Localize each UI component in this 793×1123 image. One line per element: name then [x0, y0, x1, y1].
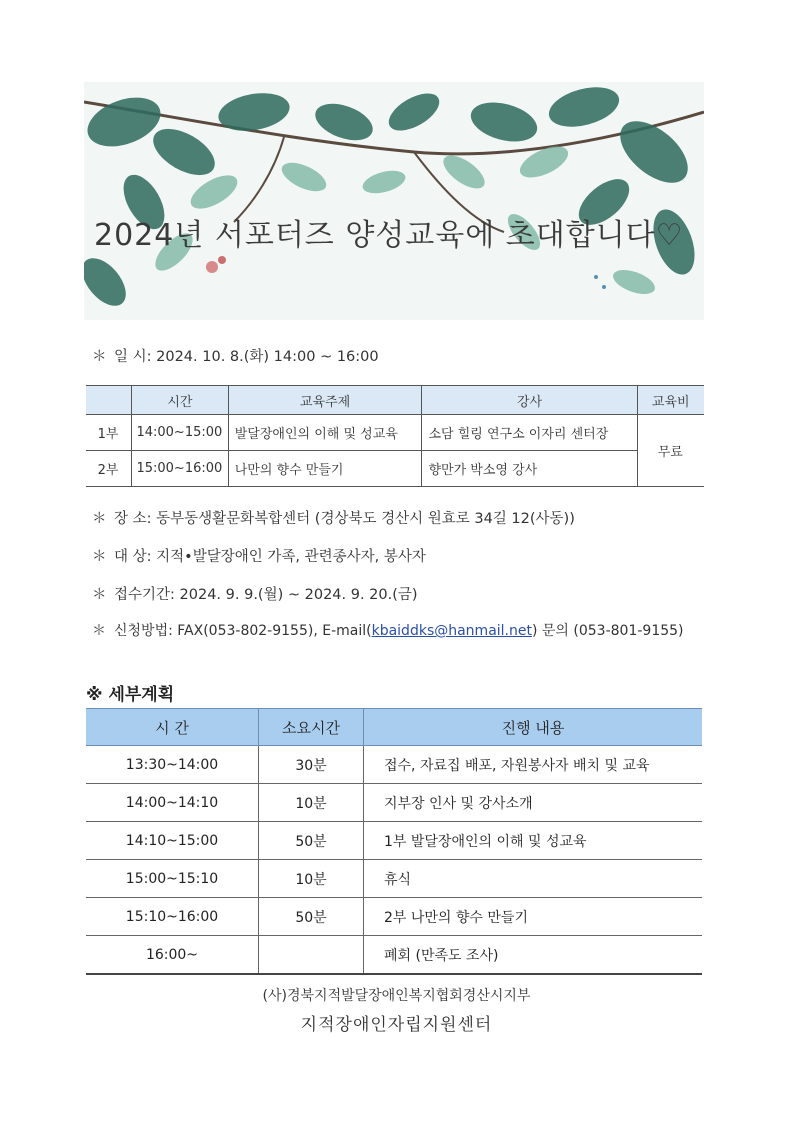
plan-time: 16:00~ [86, 936, 259, 975]
date-label: 일 시: [114, 349, 152, 365]
session-time: 14:00~15:00 [132, 415, 229, 451]
plan-duration: 50분 [259, 822, 364, 860]
header-duration: 소요시간 [259, 709, 364, 746]
plan-content: 1부 발달장애인의 이해 및 성교육 [364, 822, 703, 860]
target-label: 대 상: [114, 549, 152, 565]
session-time: 15:00~16:00 [132, 451, 229, 487]
bullet-mark: ＊ [92, 349, 107, 365]
date-value: 2024. 10. 8.(화) 14:00 ~ 16:00 [156, 349, 379, 365]
table-row [86, 415, 704, 451]
method-label: 신청방법: [114, 623, 173, 639]
table-row [86, 822, 702, 860]
plan-duration: 10분 [259, 860, 364, 898]
plan-content: 지부장 인사 및 강사소개 [364, 784, 703, 822]
header-time: 시 간 [86, 709, 259, 746]
info-target [92, 545, 426, 566]
info-method [92, 620, 684, 640]
method-email-label: E-mail( [322, 623, 372, 639]
session-part: 1부 [86, 415, 132, 451]
page-title: 2024년 서포터즈 양성교육에 초대합니다♡ [94, 218, 684, 253]
bullet-mark: ＊ [92, 549, 107, 565]
session-part: 2부 [86, 451, 132, 487]
header-time: 시간 [132, 386, 229, 415]
plan-time: 13:30~14:00 [86, 746, 259, 784]
plan-time: 14:00~14:10 [86, 784, 259, 822]
bullet-mark: ＊ [92, 511, 107, 527]
method-fax: FAX(053-802-9155), [177, 623, 318, 639]
email-link[interactable]: kbaiddks@hanmail.net [371, 623, 532, 639]
bullet-mark: ＊ [92, 587, 107, 603]
info-date [92, 345, 379, 366]
plan-duration: 10분 [259, 784, 364, 822]
session-topic: 나만의 향수 만들기 [228, 451, 422, 487]
plan-time: 15:10~16:00 [86, 898, 259, 936]
method-contact: 문의 (053-801-9155) [541, 623, 684, 639]
period-label: 접수기간: [114, 587, 175, 603]
table-row [86, 451, 704, 487]
table-row [86, 784, 702, 822]
footer-center: 지적장애인자립지원센터 [300, 1015, 493, 1035]
session-table [86, 385, 704, 487]
plan-content: 접수, 자료집 배포, 자원봉사자 배치 및 교육 [364, 746, 703, 784]
header-content: 진행 내용 [364, 709, 703, 746]
session-table-header [86, 386, 704, 415]
place-label: 장 소: [114, 511, 152, 527]
plan-content: 폐회 (만족도 조사) [364, 936, 703, 975]
bullet-mark: ＊ [92, 623, 106, 639]
info-place [92, 507, 575, 528]
plan-time: 15:00~15:10 [86, 860, 259, 898]
footer-org: (사)경북지적발달장애인복지협회경산시지부 [262, 988, 531, 1004]
plan-duration: 50분 [259, 898, 364, 936]
info-period [92, 583, 418, 604]
leaf-illustration [84, 82, 704, 320]
table-row [86, 936, 702, 975]
header-fee: 교육비 [637, 386, 704, 415]
plan-content: 휴식 [364, 860, 703, 898]
leaf-banner-image [84, 82, 704, 320]
header-topic: 교육주제 [228, 386, 422, 415]
plan-time: 14:10~15:00 [86, 822, 259, 860]
plan-duration [259, 936, 364, 975]
table-row [86, 898, 702, 936]
target-value: 지적•발달장애인 가족, 관련종사자, 봉사자 [156, 549, 426, 565]
detail-plan-heading: ※ 세부계획 [86, 685, 175, 705]
table-row [86, 860, 702, 898]
plan-content: 2부 나만의 향수 만들기 [364, 898, 703, 936]
table-row [86, 746, 702, 784]
method-email-close: ) [531, 623, 538, 639]
session-lecturer: 향만가 박소영 강사 [422, 451, 637, 487]
period-value: 2024. 9. 9.(월) ~ 2024. 9. 20.(금) [179, 587, 418, 603]
session-lecturer: 소담 힐링 연구소 이자리 센터장 [422, 415, 637, 451]
plan-duration: 30분 [259, 746, 364, 784]
place-value: 동부동생활문화복합센터 (경상북도 경산시 원효로 34길 12(사동)) [156, 511, 575, 527]
header-lecturer: 강사 [422, 386, 637, 415]
session-fee: 무료 [637, 415, 704, 487]
detail-table-header [86, 709, 702, 746]
session-topic: 발달장애인의 이해 및 성교육 [228, 415, 422, 451]
detail-plan-table [86, 708, 702, 975]
header-part [86, 386, 132, 415]
